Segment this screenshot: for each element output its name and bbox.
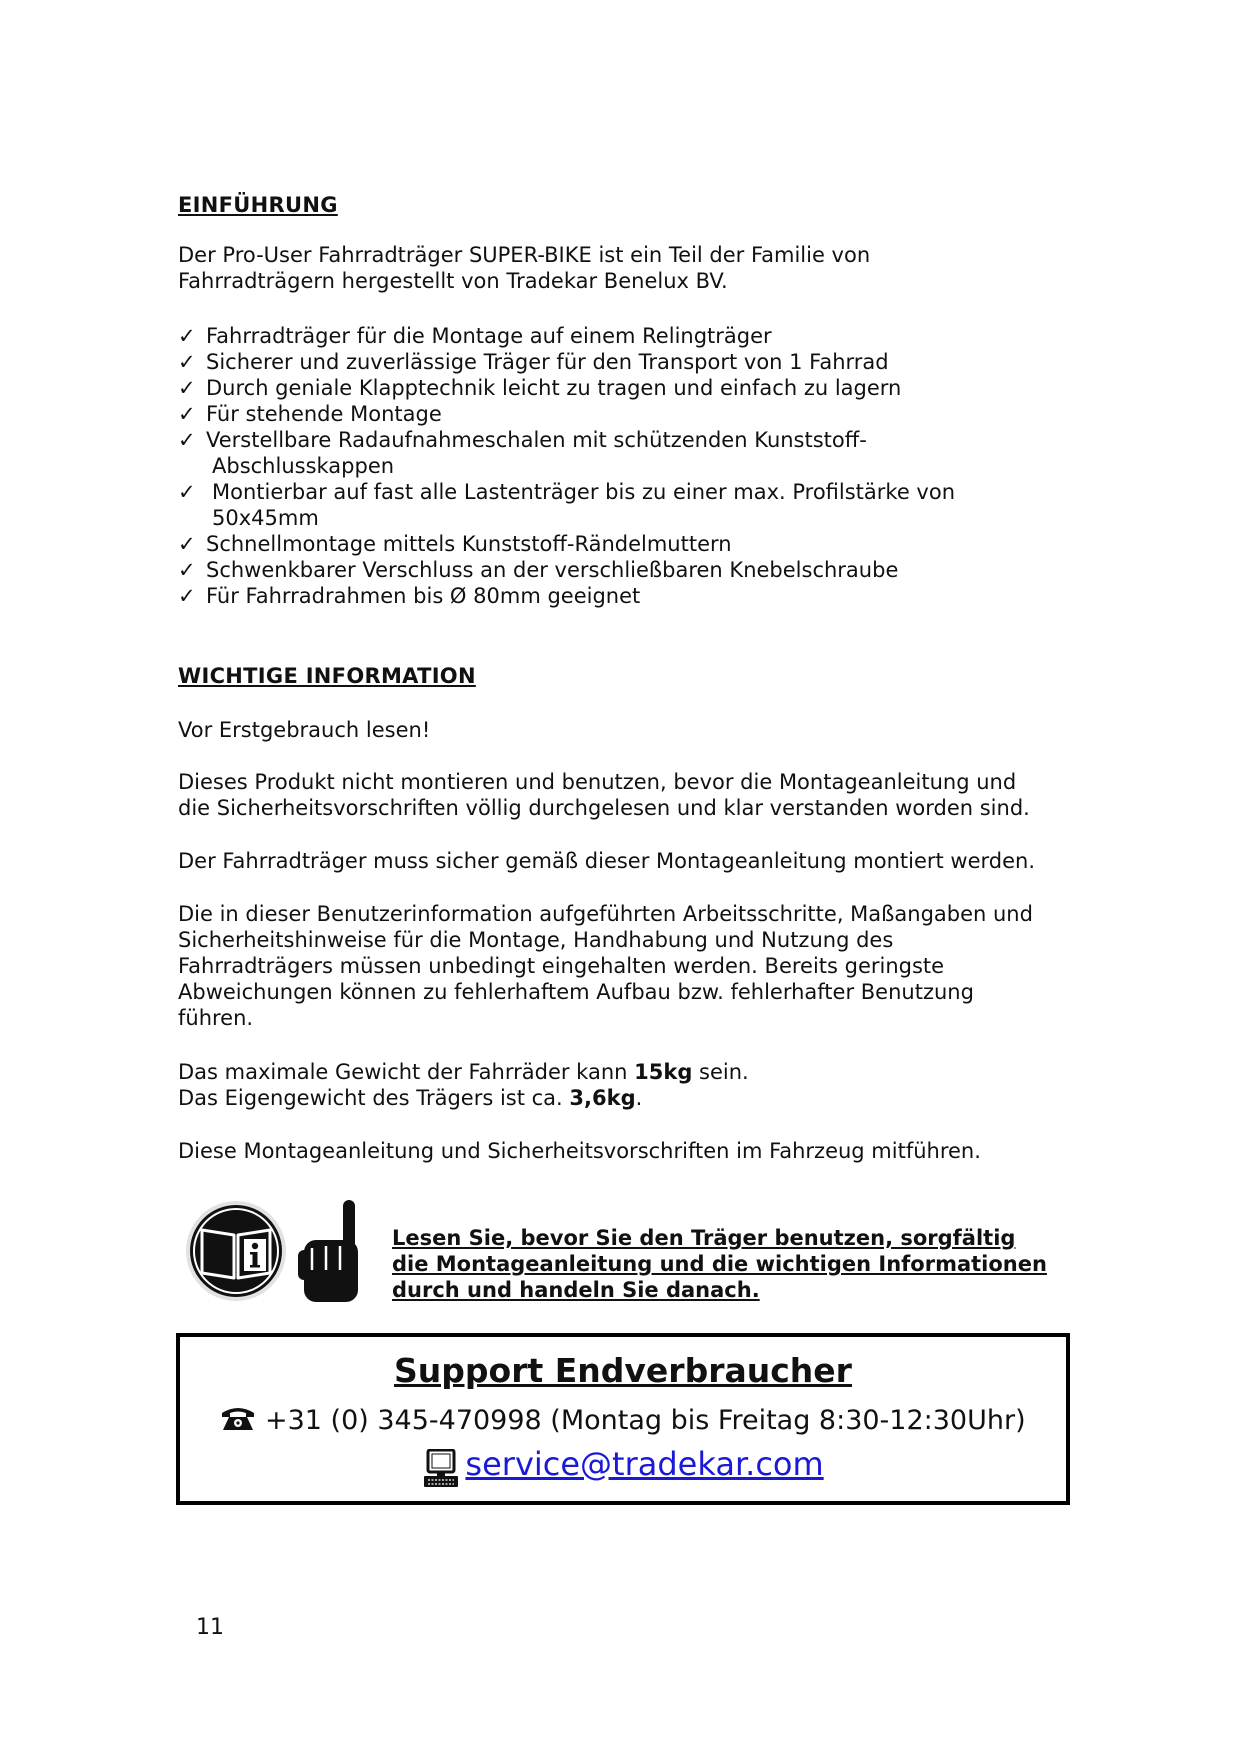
check-icon: ✓	[178, 584, 196, 608]
support-phone: +31 (0) 345-470998 (Montag bis Freitag 8:30-12:30Uhr)	[264, 1405, 1026, 1436]
computer-icon	[422, 1449, 460, 1493]
check-icon: ✓	[178, 402, 196, 426]
intro-paragraph	[178, 242, 1098, 294]
feature-text: Abschlusskappen	[212, 454, 395, 478]
own-weight-text: Das Eigengewicht des Trägers ist ca.	[178, 1086, 570, 1110]
support-email-row	[180, 1445, 1066, 1493]
notice-line3: durch und handeln Sie danach.	[392, 1278, 760, 1302]
important-paragraph-2: Der Fahrradträger muss sicher gemäß dieser Montageanleitung montiert werden.	[178, 849, 1036, 873]
own-weight-value: 3,6kg	[569, 1086, 636, 1110]
check-icon: ✓	[178, 324, 196, 348]
feature-item	[178, 531, 1098, 557]
check-icon: ✓	[178, 558, 196, 582]
own-weight-suffix: .	[635, 1086, 643, 1110]
check-icon: ✓	[178, 350, 196, 374]
notice-text	[392, 1225, 1112, 1303]
feature-item	[178, 375, 1098, 401]
intro-paragraph-line2: Fahrradträgern hergestellt von Tradekar Benelux BV.	[178, 269, 728, 293]
feature-text: Schwenkbarer Verschluss an der verschließbaren Knebelschraube	[206, 558, 899, 582]
max-weight-suffix: sein.	[692, 1060, 749, 1084]
feature-text: Für stehende Montage	[206, 402, 442, 426]
notice-line1: Lesen Sie, bevor Sie den Träger benutzen, sorgfältig	[392, 1226, 1016, 1250]
support-phone-row	[180, 1405, 1066, 1438]
important-p3-line4: Abweichungen können zu fehlerhaftem Aufbau bzw. fehlerhafter Benutzung	[178, 980, 974, 1004]
notice-line2: die Montageanleitung und die wichtigen Informationen	[392, 1252, 1047, 1276]
read-first-text: Vor Erstgebrauch lesen!	[178, 718, 431, 742]
max-weight-text: Das maximale Gewicht der Fahrräder kann	[178, 1060, 635, 1084]
telephone-icon	[220, 1405, 256, 1438]
important-paragraph-1	[178, 769, 1098, 821]
page-number: 11	[196, 1615, 224, 1640]
important-p3-line1: Die in dieser Benutzerinformation aufgeführten Arbeitsschritte, Maßangaben und	[178, 902, 1033, 926]
feature-text: Schnellmontage mittels Kunststoff-Rändelmuttern	[206, 532, 732, 556]
feature-text: Fahrradträger für die Montage auf einem Relingträger	[206, 324, 772, 348]
feature-text: Für Fahrradrahmen bis Ø 80mm geeignet	[206, 584, 641, 608]
support-title: Support Endverbraucher	[394, 1351, 852, 1390]
important-p3-line5: führen.	[178, 1006, 254, 1030]
feature-item	[178, 349, 1098, 375]
feature-item	[178, 323, 1098, 349]
intro-paragraph-line1: Der Pro-User Fahrradträger SUPER-BIKE ist ein Teil der Familie von	[178, 243, 871, 267]
feature-text: Montierbar auf fast alle Lastenträger bis zu einer max. Profilstärke von	[212, 480, 955, 504]
feature-text: Verstellbare Radaufnahmeschalen mit schützenden Kunststoff-	[206, 428, 867, 452]
important-paragraph-5: Diese Montageanleitung und Sicherheitsvorschriften im Fahrzeug mitführen.	[178, 1139, 981, 1163]
pointing-finger-icon	[298, 1200, 358, 1302]
intro-heading: EINFÜHRUNG	[178, 193, 338, 217]
check-icon: ✓	[178, 532, 196, 556]
feature-item-continuation	[178, 453, 1098, 479]
feature-item-continuation	[178, 505, 1098, 531]
important-paragraph-3	[178, 901, 1098, 1031]
feature-item	[178, 583, 1098, 609]
max-weight-value: 15kg	[634, 1060, 693, 1084]
important-p3-line3: Fahrradträgers müssen unbedingt eingehalten werden. Bereits geringste	[178, 954, 945, 978]
check-icon: ✓	[178, 428, 196, 452]
read-manual-icon	[186, 1201, 286, 1301]
weight-info	[178, 1059, 1098, 1111]
feature-item	[178, 401, 1098, 427]
important-p1-line2: die Sicherheitsvorschriften völlig durchgelesen und klar verstanden worden sind.	[178, 796, 1030, 820]
important-p1-line1: Dieses Produkt nicht montieren und benutzen, bevor die Montageanleitung und	[178, 770, 1017, 794]
notice-icons	[186, 1196, 366, 1306]
feature-item	[178, 557, 1098, 583]
feature-item	[178, 427, 1098, 453]
feature-text: 50x45mm	[212, 506, 319, 530]
check-icon: ✓	[178, 480, 196, 504]
important-heading: WICHTIGE INFORMATION	[178, 664, 476, 688]
feature-item	[178, 479, 1098, 505]
support-email-link[interactable]: service@tradekar.com	[465, 1445, 824, 1483]
feature-list	[178, 323, 1098, 609]
important-p3-line2: Sicherheitshinweise für die Montage, Handhabung und Nutzung des	[178, 928, 894, 952]
support-box	[176, 1333, 1070, 1505]
feature-text: Sicherer und zuverlässige Träger für den Transport von 1 Fahrrad	[206, 350, 889, 374]
feature-text: Durch geniale Klapptechnik leicht zu tragen und einfach zu lagern	[206, 376, 902, 400]
check-icon: ✓	[178, 376, 196, 400]
